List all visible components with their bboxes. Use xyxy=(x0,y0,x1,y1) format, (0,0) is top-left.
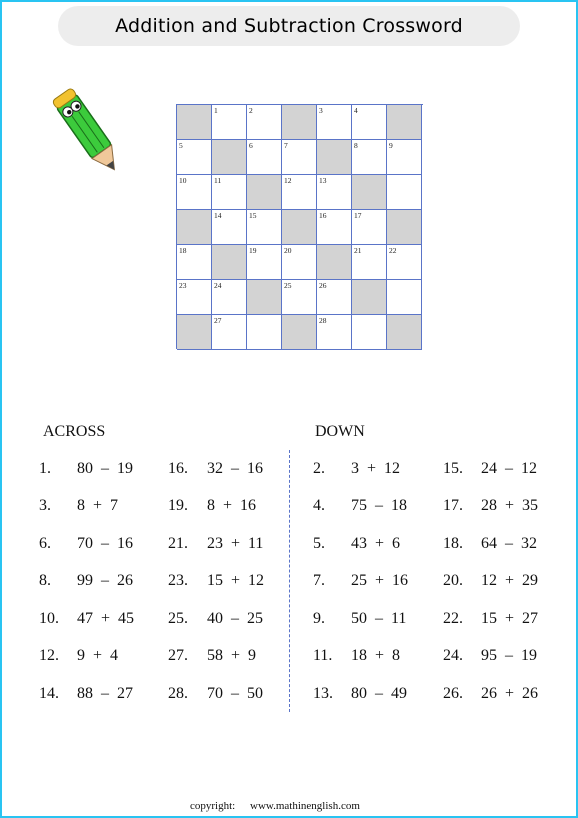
clue-number-label: 10. xyxy=(39,610,59,627)
clue-number-label: 5. xyxy=(313,535,325,552)
clue-expression: 8 + 7 xyxy=(77,497,119,514)
blocked-cell xyxy=(352,280,387,315)
clue-expression: 12 + 29 xyxy=(481,572,539,589)
clue-number-label: 13. xyxy=(313,685,333,702)
crossword-cell[interactable] xyxy=(177,280,212,315)
clue-number-label: 17. xyxy=(443,497,463,514)
crossword-cell[interactable] xyxy=(212,175,247,210)
blocked-cell xyxy=(387,105,422,140)
clue-expression: 26 + 26 xyxy=(481,685,539,702)
clue-expression: 70 – 16 xyxy=(77,535,133,552)
clue-number: 17 xyxy=(354,211,362,220)
clue-expression: 80 – 19 xyxy=(77,460,133,477)
crossword-cell[interactable] xyxy=(352,105,387,140)
blocked-cell xyxy=(212,245,247,280)
clue-number: 16 xyxy=(319,211,327,220)
crossword-cell[interactable] xyxy=(177,140,212,175)
crossword-cell[interactable] xyxy=(317,105,352,140)
clue-number: 21 xyxy=(354,246,362,255)
down-heading: DOWN xyxy=(315,423,365,440)
clue-number-label: 20. xyxy=(443,572,463,589)
crossword-cell[interactable] xyxy=(247,245,282,280)
clue-number-label: 7. xyxy=(313,572,325,589)
crossword-cell[interactable] xyxy=(212,105,247,140)
crossword-cell[interactable] xyxy=(282,280,317,315)
clue-number-label: 1. xyxy=(39,460,51,477)
clue-expression: 50 – 11 xyxy=(351,610,407,627)
clue-expression: 15 + 12 xyxy=(207,572,265,589)
clue-number: 2 xyxy=(249,106,253,115)
clue-number-label: 24. xyxy=(443,647,463,664)
crossword-cell[interactable] xyxy=(282,245,317,280)
blocked-cell xyxy=(317,245,352,280)
clue-expression: 99 – 26 xyxy=(77,572,133,589)
crossword-cell[interactable] xyxy=(317,175,352,210)
crossword-cell[interactable] xyxy=(317,280,352,315)
copyright-label: copyright: xyxy=(190,800,236,812)
clue-number-label: 25. xyxy=(168,610,188,627)
clue-expression: 75 – 18 xyxy=(351,497,407,514)
clue-expression: 18 + 8 xyxy=(351,647,401,664)
clue-number: 3 xyxy=(319,106,323,115)
clue-number: 12 xyxy=(284,176,292,185)
blocked-cell xyxy=(247,175,282,210)
clue-number-label: 26. xyxy=(443,685,463,702)
clue-number: 25 xyxy=(284,281,292,290)
clue-number: 4 xyxy=(354,106,358,115)
crossword-cell[interactable] xyxy=(282,175,317,210)
blocked-cell xyxy=(212,140,247,175)
blocked-cell xyxy=(247,280,282,315)
clue-expression: 47 + 45 xyxy=(77,610,135,627)
crossword-cell[interactable] xyxy=(247,105,282,140)
clue-expression: 15 + 27 xyxy=(481,610,539,627)
clue-expression: 9 + 4 xyxy=(77,647,119,664)
clue-number: 14 xyxy=(214,211,222,220)
clue-expression: 28 + 35 xyxy=(481,497,539,514)
blocked-cell xyxy=(177,315,212,350)
blocked-cell xyxy=(282,210,317,245)
clue-number-label: 4. xyxy=(313,497,325,514)
clue-number-label: 16. xyxy=(168,460,188,477)
blocked-cell xyxy=(387,210,422,245)
clue-number-label: 8. xyxy=(39,572,51,589)
clue-number: 1 xyxy=(214,106,218,115)
crossword-cell[interactable] xyxy=(352,245,387,280)
clue-number-label: 27. xyxy=(168,647,188,664)
blocked-cell xyxy=(177,210,212,245)
clue-number-label: 14. xyxy=(39,685,59,702)
crossword-cell[interactable] xyxy=(387,140,422,175)
clue-number: 5 xyxy=(179,141,183,150)
clue-number-label: 9. xyxy=(313,610,325,627)
crossword-cell[interactable] xyxy=(387,245,422,280)
website-link[interactable]: www.mathinenglish.com xyxy=(250,800,360,812)
clue-expression: 23 + 11 xyxy=(207,535,264,552)
clue-number-label: 28. xyxy=(168,685,188,702)
clue-number: 11 xyxy=(214,176,222,185)
clue-number-label: 19. xyxy=(168,497,188,514)
clue-number-label: 6. xyxy=(39,535,51,552)
clue-expression: 25 + 16 xyxy=(351,572,409,589)
clue-number-label: 21. xyxy=(168,535,188,552)
blocked-cell xyxy=(282,105,317,140)
blocked-cell xyxy=(282,315,317,350)
clue-number: 23 xyxy=(179,281,187,290)
clue-number: 15 xyxy=(249,211,257,220)
clue-number: 27 xyxy=(214,316,222,325)
crossword-cell[interactable] xyxy=(177,175,212,210)
page-title: Addition and Subtraction Crossword xyxy=(115,15,463,37)
clue-expression: 88 – 27 xyxy=(77,685,133,702)
crossword-cell[interactable] xyxy=(352,140,387,175)
clue-expression: 40 – 25 xyxy=(207,610,263,627)
clue-expression: 8 + 16 xyxy=(207,497,257,514)
crossword-cell[interactable] xyxy=(282,140,317,175)
clue-number: 10 xyxy=(179,176,187,185)
across-heading: ACROSS xyxy=(43,423,106,440)
blocked-cell xyxy=(317,140,352,175)
crossword-cell[interactable] xyxy=(212,315,247,350)
clue-number-label: 12. xyxy=(39,647,59,664)
clue-number: 9 xyxy=(389,141,393,150)
clue-expression: 95 – 19 xyxy=(481,647,537,664)
clue-number-label: 3. xyxy=(39,497,51,514)
pencil-icon xyxy=(52,80,124,185)
clue-number: 26 xyxy=(319,281,327,290)
crossword-cell[interactable] xyxy=(247,315,282,350)
clue-expression: 43 + 6 xyxy=(351,535,401,552)
crossword-cell[interactable] xyxy=(247,140,282,175)
crossword-grid xyxy=(176,104,423,349)
crossword-cell[interactable] xyxy=(212,210,247,245)
clue-number-label: 23. xyxy=(168,572,188,589)
clue-expression: 58 + 9 xyxy=(207,647,257,664)
column-divider xyxy=(289,450,290,712)
clue-number: 13 xyxy=(319,176,327,185)
blocked-cell xyxy=(387,315,422,350)
crossword-cell[interactable] xyxy=(177,245,212,280)
blocked-cell xyxy=(352,175,387,210)
clue-expression: 3 + 12 xyxy=(351,460,401,477)
title-bar xyxy=(58,6,520,46)
clue-number: 19 xyxy=(249,246,257,255)
crossword-cell[interactable] xyxy=(387,280,422,315)
crossword-cell[interactable] xyxy=(387,175,422,210)
clue-number: 18 xyxy=(179,246,187,255)
crossword-cell[interactable] xyxy=(247,210,282,245)
clue-number-label: 22. xyxy=(443,610,463,627)
clue-number-label: 15. xyxy=(443,460,463,477)
clue-number-label: 11. xyxy=(313,647,333,664)
blocked-cell xyxy=(177,105,212,140)
clue-number: 8 xyxy=(354,141,358,150)
clue-number: 6 xyxy=(249,141,253,150)
crossword-cell[interactable] xyxy=(352,210,387,245)
crossword-cell[interactable] xyxy=(317,210,352,245)
crossword-cell[interactable] xyxy=(212,280,247,315)
clue-number-label: 2. xyxy=(313,460,325,477)
crossword-cell[interactable] xyxy=(352,315,387,350)
clue-expression: 24 – 12 xyxy=(481,460,537,477)
clue-number-label: 18. xyxy=(443,535,463,552)
clue-expression: 32 – 16 xyxy=(207,460,263,477)
crossword-cell[interactable] xyxy=(317,315,352,350)
clue-number: 28 xyxy=(319,316,327,325)
clue-number: 20 xyxy=(284,246,292,255)
clue-expression: 70 – 50 xyxy=(207,685,263,702)
clue-number: 7 xyxy=(284,141,288,150)
clue-number: 24 xyxy=(214,281,222,290)
clue-number: 22 xyxy=(389,246,397,255)
clue-expression: 80 – 49 xyxy=(351,685,407,702)
clue-expression: 64 – 32 xyxy=(481,535,537,552)
